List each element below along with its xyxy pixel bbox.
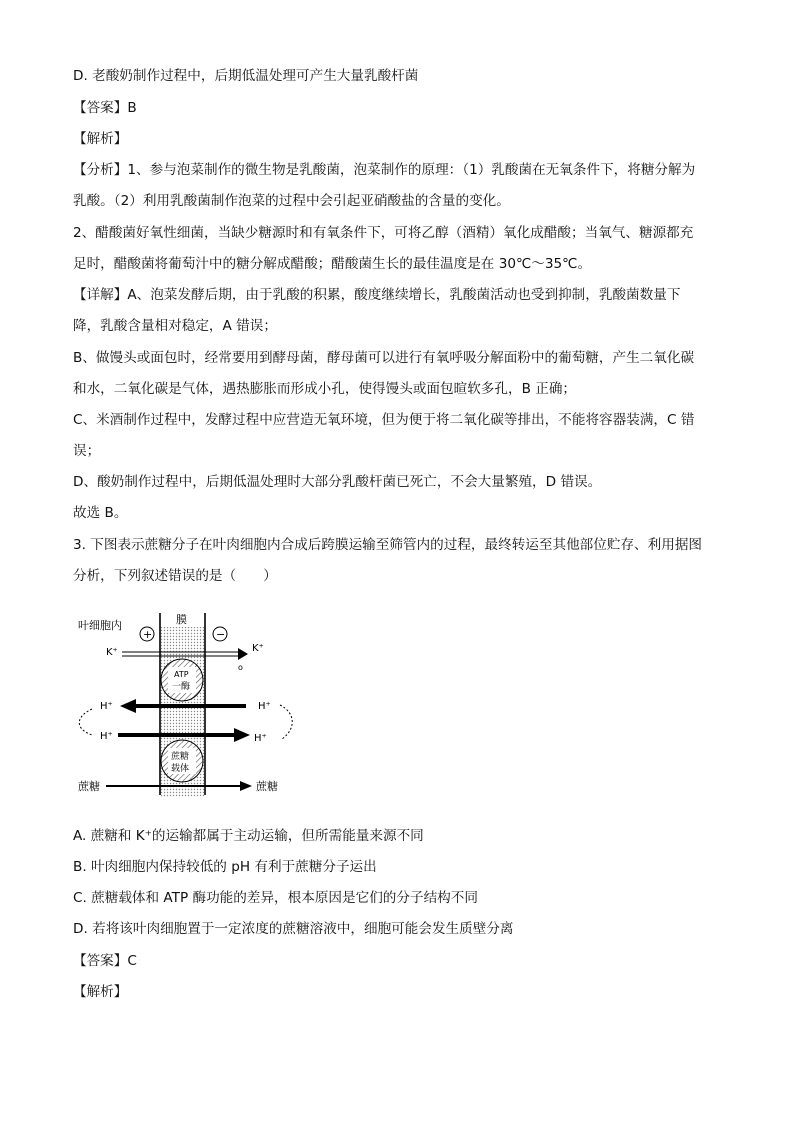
- analysis-text: 2、醋酸菌好氧性细菌，当缺少糖源时和有氧条件下，可将乙醇（酒精）氧化成醋酸；当氧气、糖源都充: [73, 225, 694, 241]
- detail-text: B、做馒头或面包时，经常要用到酵母菌，酵母菌可以进行有氧呼吸分解面粉中的葡萄糖，产生二氧化碳: [73, 350, 695, 366]
- right-recycle-arrow-icon: [280, 705, 292, 739]
- sucrose-left-label: 蔗糖: [78, 780, 100, 793]
- svg-text:ATP: ATP: [174, 670, 189, 679]
- analysis-label: 【解析】: [73, 131, 128, 147]
- h-in-arrow-icon: [234, 728, 250, 742]
- answer-label: 【答案】B: [73, 100, 137, 116]
- k-ion-left: K⁺: [106, 647, 118, 658]
- detail-text: C、米酒制作过程中，发酵过程中应营造无氧环境，但为便于将二氧化碳等排出，不能将容器装满，C 错: [73, 412, 695, 428]
- left-recycle-arrow-icon: [79, 709, 92, 735]
- h-out-arrow-icon: [120, 699, 136, 713]
- analysis-label-2: 【解析】: [73, 984, 128, 1000]
- analysis-text: 足时，醋酸菌将葡萄汁中的糖分解成醋酸；醋酸菌生长的最佳温度是在 30℃～35℃。: [73, 256, 592, 272]
- svg-text:+: +: [143, 628, 153, 641]
- svg-text:一酶: 一酶: [172, 682, 191, 692]
- k-ion-right: K⁺: [252, 643, 264, 654]
- sucrose-right-label: 蔗糖: [256, 780, 278, 793]
- option-b: B. 叶肉细胞内保持较低的 pH 有利于蔗糖分子运出: [73, 859, 377, 875]
- cell-interior-label: 叶细胞内: [78, 619, 122, 632]
- h-ion-lower-right: H⁺: [254, 733, 267, 744]
- h-ion-upper-left: H⁺: [100, 701, 113, 712]
- option-a: A. 蔗糖和 K⁺的运输都属于主动运输，但所需能量来源不同: [73, 828, 424, 844]
- option-c: C. 蔗糖载体和 ATP 酶功能的差异，根本原因是它们的分子结构不同: [73, 890, 478, 906]
- h-ion-lower-left: H⁺: [100, 731, 113, 742]
- sucrose-arrow-icon: [240, 781, 252, 791]
- detail-text: 误；: [73, 443, 101, 459]
- option-d-prev: D. 老酸奶制作过程中，后期低温处理可产生大量乳酸杆菌: [73, 68, 419, 84]
- detail-text: 降，乳酸含量相对稳定，A 错误；: [73, 318, 277, 334]
- option-d: D. 若将该叶肉细胞置于一定浓度的蔗糖溶液中，细胞可能会发生质壁分离: [73, 921, 514, 937]
- question-3-stem: 分析，下列叙述错误的是（ ）: [73, 568, 277, 584]
- question-3-stem: 3. 下图表示蔗糖分子在叶肉细胞内合成后跨膜运输至筛管内的过程，最终转运至其他部位贮存、利用据图: [73, 537, 703, 553]
- svg-text:蔗糖: 蔗糖: [171, 752, 190, 762]
- membrane-label: 膜: [176, 613, 187, 626]
- h-ion-upper-right: H⁺: [258, 701, 271, 712]
- svg-text:载体: 载体: [171, 764, 190, 774]
- sucrose-transport-diagram: [70, 605, 310, 800]
- detail-text: D、酸奶制作过程中，后期低温处理时大部分乳酸杆菌已死亡，不会大量繁殖，D 错误。: [73, 474, 602, 490]
- svg-text:o: o: [238, 663, 243, 672]
- svg-text:−: −: [216, 628, 226, 641]
- k-arrow-icon: [238, 648, 248, 660]
- answer-label-2: 【答案】C: [73, 953, 137, 969]
- detail-text: 【详解】A、泡菜发酵后期，由于乳酸的积累，酸度继续增长，乳酸菌活动也受到抑制，乳酸菌数量下: [73, 287, 681, 303]
- conclusion-text: 故选 B。: [73, 505, 128, 521]
- analysis-text: 【分析】1、参与泡菜制作的微生物是乳酸菌，泡菜制作的原理：（1）乳酸菌在无氧条件下，将糖分解为: [73, 162, 696, 178]
- detail-text: 和水，二氧化碳是气体，遇热膨胀而形成小孔，使得馒头或面包暄软多孔，B 正确；: [73, 381, 577, 397]
- analysis-text: 乳酸。（2）利用乳酸菌制作泡菜的过程中会引起亚硝酸盐的含量的变化。: [73, 193, 510, 209]
